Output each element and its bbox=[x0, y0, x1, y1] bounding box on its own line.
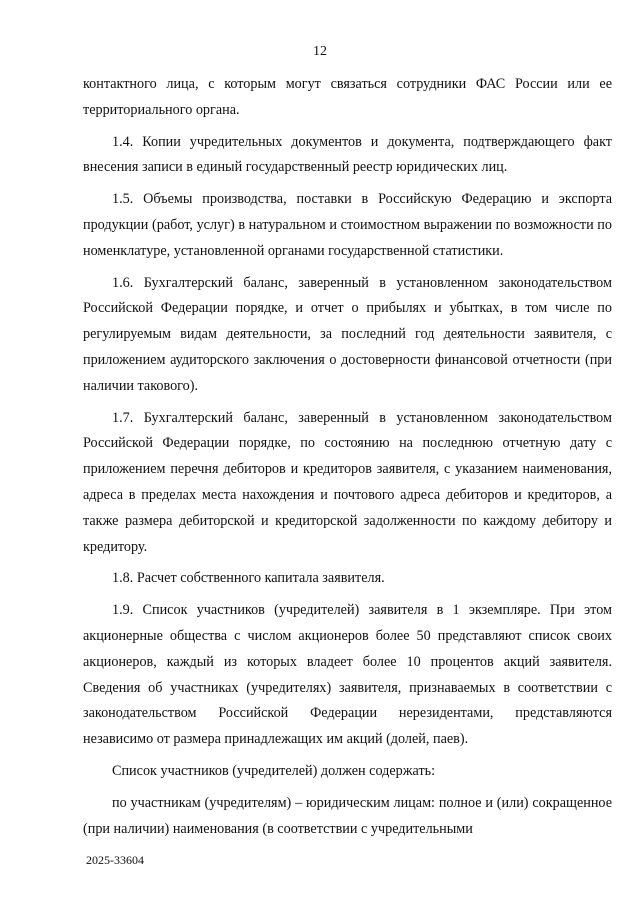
paragraph-1-8: 1.8. Расчет собственного капитала заявителя. bbox=[112, 570, 385, 587]
paragraph-legal-entities: по участникам (учредителям) – юридическим лицам: полное и (или) сокращенное (при наличии) наименования (в соответствии с учредительными bbox=[83, 794, 612, 837]
paragraph-1-7: 1.7. Бухгалтерский баланс, заверенный в установленном законодательством Российской Федерации порядке, по состоянию на последнюю отчетную дату с приложением перечня дебиторов и кредиторов заявителя, с указанием наименования, адреса в пределах места нахождения и почтового адреса дебиторов и кредиторов, а также размера дебиторской и кредиторской задолженности по каждому дебитору и кредитору. bbox=[83, 409, 612, 555]
paragraph-1-4: 1.4. Копии учредительных документов и документа, подтверждающего факт внесения записи в единый государственный реестр юридических лиц. bbox=[83, 133, 612, 176]
document-code: 2025-33604 bbox=[86, 853, 144, 867]
paragraph-1-5: 1.5. Объемы производства, поставки в Российскую Федерацию и экспорта продукции (работ, услуг) в натуральном и стоимостном выражении по возможности по номенклатуре, установленной органами государственной статистики. bbox=[83, 191, 612, 259]
document-body bbox=[83, 72, 612, 848]
paragraph-contact-continuation: контактного лица, с которым могут связаться сотрудники ФАС России или ее территориального органа. bbox=[83, 76, 612, 118]
paragraph-1-6: 1.6. Бухгалтерский баланс, заверенный в установленном законодательством Российской Федерации порядке, и отчет о прибылях и убытках, в том числе по регулируемым видам деятельности, за последний год деятельности заявителя, с приложением аудиторского заключения о достоверности финансовой отчетности (при наличии такового). bbox=[83, 274, 612, 394]
paragraph-1-9: 1.9. Список участников (учредителей) заявителя в 1 экземпляре. При этом акционерные общества с числом акционеров более 50 представляют список своих акционеров, каждый из которых владеет более 10 процентов акций заявителя. Сведения об участниках (учредителях) заявителя, признаваемых в соответствии с законодательством Российской Федерации нерезидентами, представляются независимо от размера принадлежащих им акций (долей, паев). bbox=[83, 602, 612, 748]
paragraph-list-requirements: Список участников (учредителей) должен содержать: bbox=[112, 762, 436, 779]
page-number: 12 bbox=[313, 44, 327, 59]
